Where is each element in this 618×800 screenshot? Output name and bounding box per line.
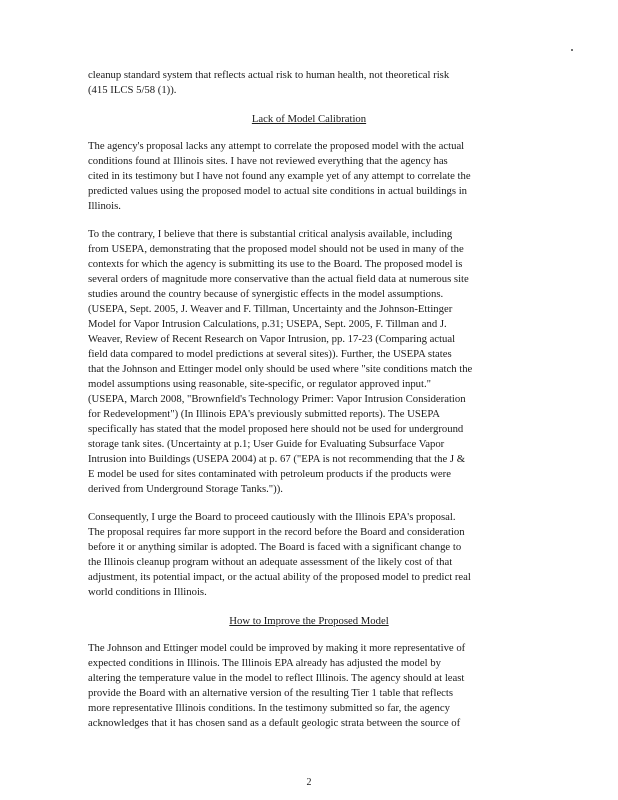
para4-line: The Johnson and Ettinger model could be improved by making it more representative of [88,642,466,654]
para2-line: Weaver, Review of Recent Research on Vapor Intrusion, pp. 17-23 (Comparing actual [88,333,456,345]
para2-line: storage tank sites. (Uncertainty at p.1; User Guide for Evaluating Subsurface Vapor [88,438,445,450]
para2-line: E model be used for sites contaminated with petroleum products if the products were [88,468,451,480]
para2-line: studies around the country because of synergistic effects in the model assumptions. [88,288,444,300]
para1-line: The agency's proposal lacks any attempt to correlate the proposed model with the actual [88,140,465,152]
para2-line: model assumptions using reasonable, site-specific, or regulator approved input." [88,378,432,390]
para3-line: The proposal requires far more support in the record before the Board and consideration [88,526,465,538]
para2-line: To the contrary, I believe that there is substantial critical analysis available, including [88,228,453,240]
para4-line: expected conditions in Illinois. The Illinois EPA already has adjusted the model by [88,657,441,669]
para2-line: several orders of magnitude more conservative than the actual field data at numerous site [88,273,469,285]
para2-line: (USEPA, Sept. 2005, J. Weaver and F. Tillman, Uncertainty and the Johnson-Ettinger [88,303,453,315]
para2-line: specifically has stated that the model proposed here should not be used for underground [88,423,464,435]
para2-line: contexts for which the agency is submitting its use to the Board. The proposed model is [88,258,463,270]
para4-line: altering the temperature value in the model to reflect Illinois. The agency should at least [88,672,465,684]
para2-line: Model for Vapor Intrusion Calculations, p.31; USEPA, Sept. 2005, F. Tillman and J. [88,318,447,330]
para4-line: more representative Illinois conditions. In the testimony submitted so far, the agency [88,702,450,714]
para4-line: acknowledges that it has chosen sand as a default geologic strata between the source of [88,717,461,729]
para2-line: from USEPA, demonstrating that the proposed model should not be used in many of the [88,243,464,255]
para2-line: field data compared to model predictions at several sites)). Further, the USEPA states [88,348,452,360]
para4-line: provide the Board with an alternative version of the resulting Tier 1 table that reflects [88,687,454,699]
para3-line: adjustment, its potential impact, or the actual ability of the proposed model to predict real [88,571,471,583]
heading-text: Lack of Model Calibration [251,113,367,125]
para2-line: that the Johnson and Ettinger model only should be used where "site conditions match the [88,363,473,375]
para2-line: derived from Underground Storage Tanks.")). [88,483,283,495]
para3-line: Consequently, I urge the Board to proceed cautiously with the Illinois EPA's proposal. [88,511,456,523]
section-heading-improve-model [0,614,618,630]
para1-line: Illinois. [88,200,121,212]
para1-line: cited in its testimony but I have not found any example yet of any attempt to correlate the [88,170,471,182]
para2-line: for Redevelopment") (In Illinois EPA's previously submitted reports). The USEPA [88,408,441,420]
heading-text: How to Improve the Proposed Model [229,615,389,627]
section-heading-model-calibration [0,112,618,128]
para2-line: (USEPA, March 2008, "Brownfield's Technology Primer: Vapor Intrusion Consideration [88,393,466,405]
page-number: 2 [306,777,312,788]
para1-line: conditions found at Illinois sites. I have not reviewed everything that the agency has [88,155,448,167]
intro-line-2: (415 ILCS 5/58 (1)). [88,84,177,96]
para2-line: Intrusion into Buildings (USEPA 2004) at p. 67 ("EPA is not recommending that the J & [88,453,466,465]
para3-line: the Illinois cleanup program without an adequate assessment of the likely cost of that [88,556,453,568]
para1-line: predicted values using the proposed model to actual site conditions in actual buildings in [88,185,468,197]
scan-speck [571,49,573,51]
para3-line: before it or anything similar is adopted. The Board is faced with a significant change to [88,541,462,553]
para3-line: world conditions in Illinois. [88,586,207,598]
intro-line-1: cleanup standard system that reflects actual risk to human health, not theoretical risk [88,69,450,81]
